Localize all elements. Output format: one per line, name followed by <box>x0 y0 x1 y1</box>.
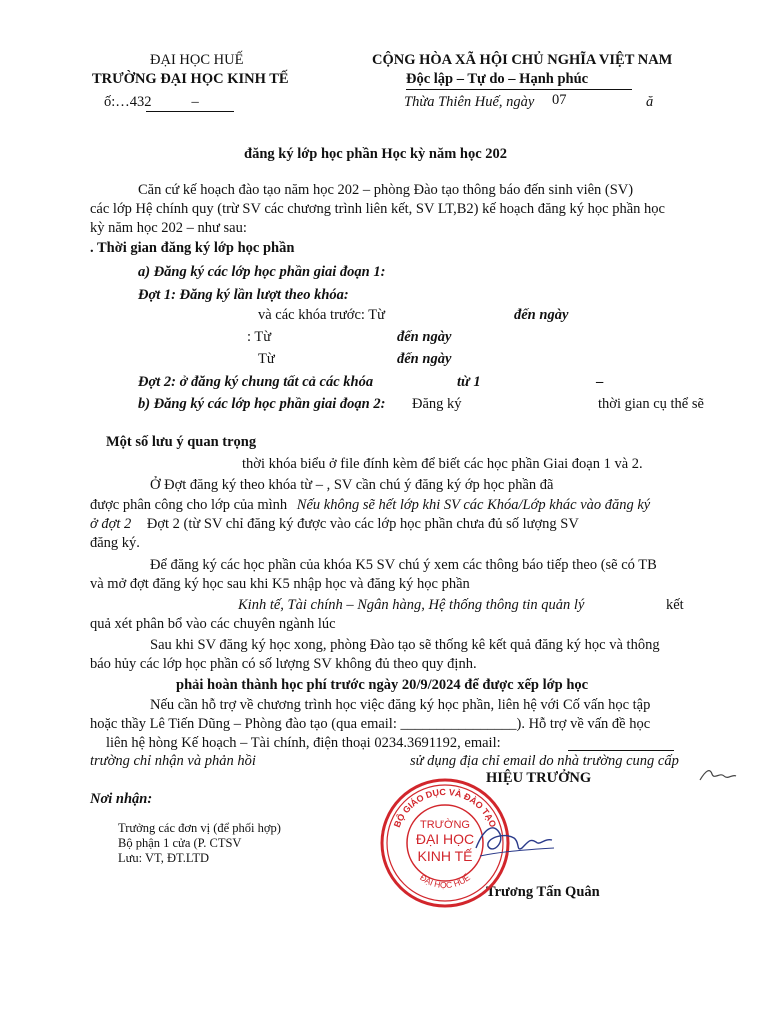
round-2-dash: – <box>596 374 604 390</box>
svg-text:KINH TẾ: KINH TẾ <box>417 848 473 864</box>
note-3-line-2: và mở đợt đăng ký học sau khi K5 nhập học và đăng ký học phần <box>90 576 470 592</box>
place-date: Thừa Thiên Huế, ngày <box>404 94 535 110</box>
date-year: ă <box>646 94 654 110</box>
note-7-line-4-b: sử dụng địa chỉ email do nhà trường cung cấp <box>410 753 679 769</box>
document-title: đăng ký lớp học phần Học kỳ năm học 202 <box>244 146 508 162</box>
signer-title: HIỆU TRƯỞNG <box>486 770 592 786</box>
round-1-line-3-label: Từ <box>258 351 275 367</box>
note-2-line-4: đăng ký. <box>90 535 140 551</box>
section-1a-heading: a) Đăng ký các lớp học phần giai đoạn 1: <box>138 264 386 280</box>
round-1-line-3-end: đến ngày <box>397 351 452 367</box>
section-1-heading: . Thời gian đăng ký lớp học phần <box>90 240 295 256</box>
section-1b-tail-2: thời gian cụ thể sẽ <box>598 396 704 412</box>
round-2-heading: Đợt 2: ở đăng ký chung tất cả các khóa <box>138 374 374 390</box>
note-7-line-3: liên hệ hòng Kế hoạch – Tài chính, điện thoại 0234.3691192, email: <box>106 735 501 751</box>
doc-number-dash: – <box>191 94 199 110</box>
round-1-line-1-end: đến ngày <box>514 307 569 323</box>
note-7-line-2: hoặc thầy Lê Tiến Dũng – Phòng đào tạo (qua email: ________________). Hỗ trợ về vấn đề học <box>90 716 651 732</box>
ministry-name: ĐẠI HỌC HUẾ <box>150 52 244 68</box>
note-1: thời khóa biểu ở file đính kèm để biết các học phần Giai đoạn 1 và 2. <box>242 456 643 472</box>
intro-line-2: các lớp Hệ chính quy (trừ SV các chương trình liên kết, SV LT,B2) kế hoạch đăng ký học phần học <box>90 201 665 217</box>
recipient-item: Trưởng các đơn vị (để phối hợp) <box>118 821 281 835</box>
note-2-line-2 <box>90 497 650 514</box>
note-2-line-2-italic: Nếu không sẽ hết lớp khi SV các Khóa/Lớp khác vào đăng ký <box>296 497 651 513</box>
section-2-heading: Một số lưu ý quan trọng <box>106 434 257 450</box>
email-underline <box>568 750 674 751</box>
round-1-line-2-label: : Từ <box>247 329 272 345</box>
note-2-line-3-italic: ở đợt 2 <box>90 516 132 532</box>
number-underline <box>146 111 234 112</box>
note-4-majors: Kinh tế, Tài chính – Ngân hàng, Hệ thống thông tin quản lý <box>238 597 585 613</box>
round-1-line-2-end: đến ngày <box>397 329 452 345</box>
svg-text:ĐẠI HỌC: ĐẠI HỌC <box>415 831 475 847</box>
recipients-label: Nơi nhận: <box>90 791 153 807</box>
note-5-line-2: báo hủy các lớp học phần có số lượng SV không đủ theo quy định. <box>90 656 477 672</box>
note-2-line-2-normal: được phân công cho lớp của mình <box>90 497 288 513</box>
round-1-line-1-label: và các khóa trước: Từ <box>258 307 385 323</box>
date-day: 07 <box>552 92 567 108</box>
initial-mark <box>696 760 740 790</box>
note-2-line-3 <box>90 516 579 533</box>
handwritten-signature <box>470 808 562 868</box>
note-5-line-1: Sau khi SV đăng ký học xong, phòng Đào tạo sẽ thống kê kết quả đăng ký học và thông <box>150 637 660 653</box>
doc-number-value: 432 <box>129 94 152 110</box>
recipient-item: Lưu: VT, ĐT.LTD <box>118 851 210 865</box>
note-3-line-1: Để đăng ký các học phần của khóa K5 SV chú ý xem các thông báo tiếp theo (sẽ có TB <box>150 557 657 573</box>
note-2-line-3-normal: Đợt 2 (từ SV chỉ đăng ký được vào các lớp học phần chưa đủ số lượng SV <box>146 516 579 532</box>
note-7-line-4-a: trường chỉ nhận và phản hồi <box>90 753 256 769</box>
round-1-heading: Đợt 1: Đăng ký lần lượt theo khóa: <box>138 287 349 303</box>
svg-text:BỘ GIÁO DỤC VÀ ĐÀO TẠO: BỘ GIÁO DỤC VÀ ĐÀO TẠO <box>391 786 499 829</box>
national-title: CỘNG HÒA XÃ HỘI CHỦ NGHĨA VIỆT NAM <box>372 52 673 68</box>
note-6-fee-deadline: phải hoàn thành học phí trước ngày 20/9/2024 để được xếp lớp học <box>176 677 589 693</box>
signer-name: Trương Tấn Quân <box>486 884 600 900</box>
intro-line-1: Căn cứ kế hoạch đào tạo năm học 202 – phòng Đào tạo thông báo đến sinh viên (SV) <box>138 182 634 198</box>
national-motto: Độc lập – Tự do – Hạnh phúc <box>406 71 632 90</box>
doc-number-prefix: ố:… <box>104 94 130 110</box>
school-name: TRƯỜNG ĐẠI HỌC KINH TẾ <box>92 71 289 87</box>
round-2-date: từ 1 <box>457 374 481 390</box>
svg-text:ĐẠI HỌC HUẾ: ĐẠI HỌC HUẾ <box>418 872 472 891</box>
intro-line-3: kỳ năm học 202 – như sau: <box>90 220 247 236</box>
note-4-result: kết <box>666 597 684 613</box>
doc-number <box>104 94 199 111</box>
note-7-line-1: Nếu cần hỗ trợ về chương trình học việc đăng ký học phần, liên hệ với Cố vấn học tập <box>150 697 651 713</box>
section-1b-tail-1: Đăng ký <box>412 396 462 412</box>
recipient-item: Bộ phận 1 cửa (P. CTSV <box>118 836 242 850</box>
note-4-line-2: quả xét phân bổ vào các chuyên ngành lúc <box>90 616 336 632</box>
note-2-line-1: Ở Đợt đăng ký theo khóa từ – , SV cần chú ý đăng ký ớp học phần đã <box>150 477 554 493</box>
svg-text:TRƯỜNG: TRƯỜNG <box>420 819 470 831</box>
section-1b-heading: b) Đăng ký các lớp học phần giai đoạn 2: <box>138 396 386 412</box>
